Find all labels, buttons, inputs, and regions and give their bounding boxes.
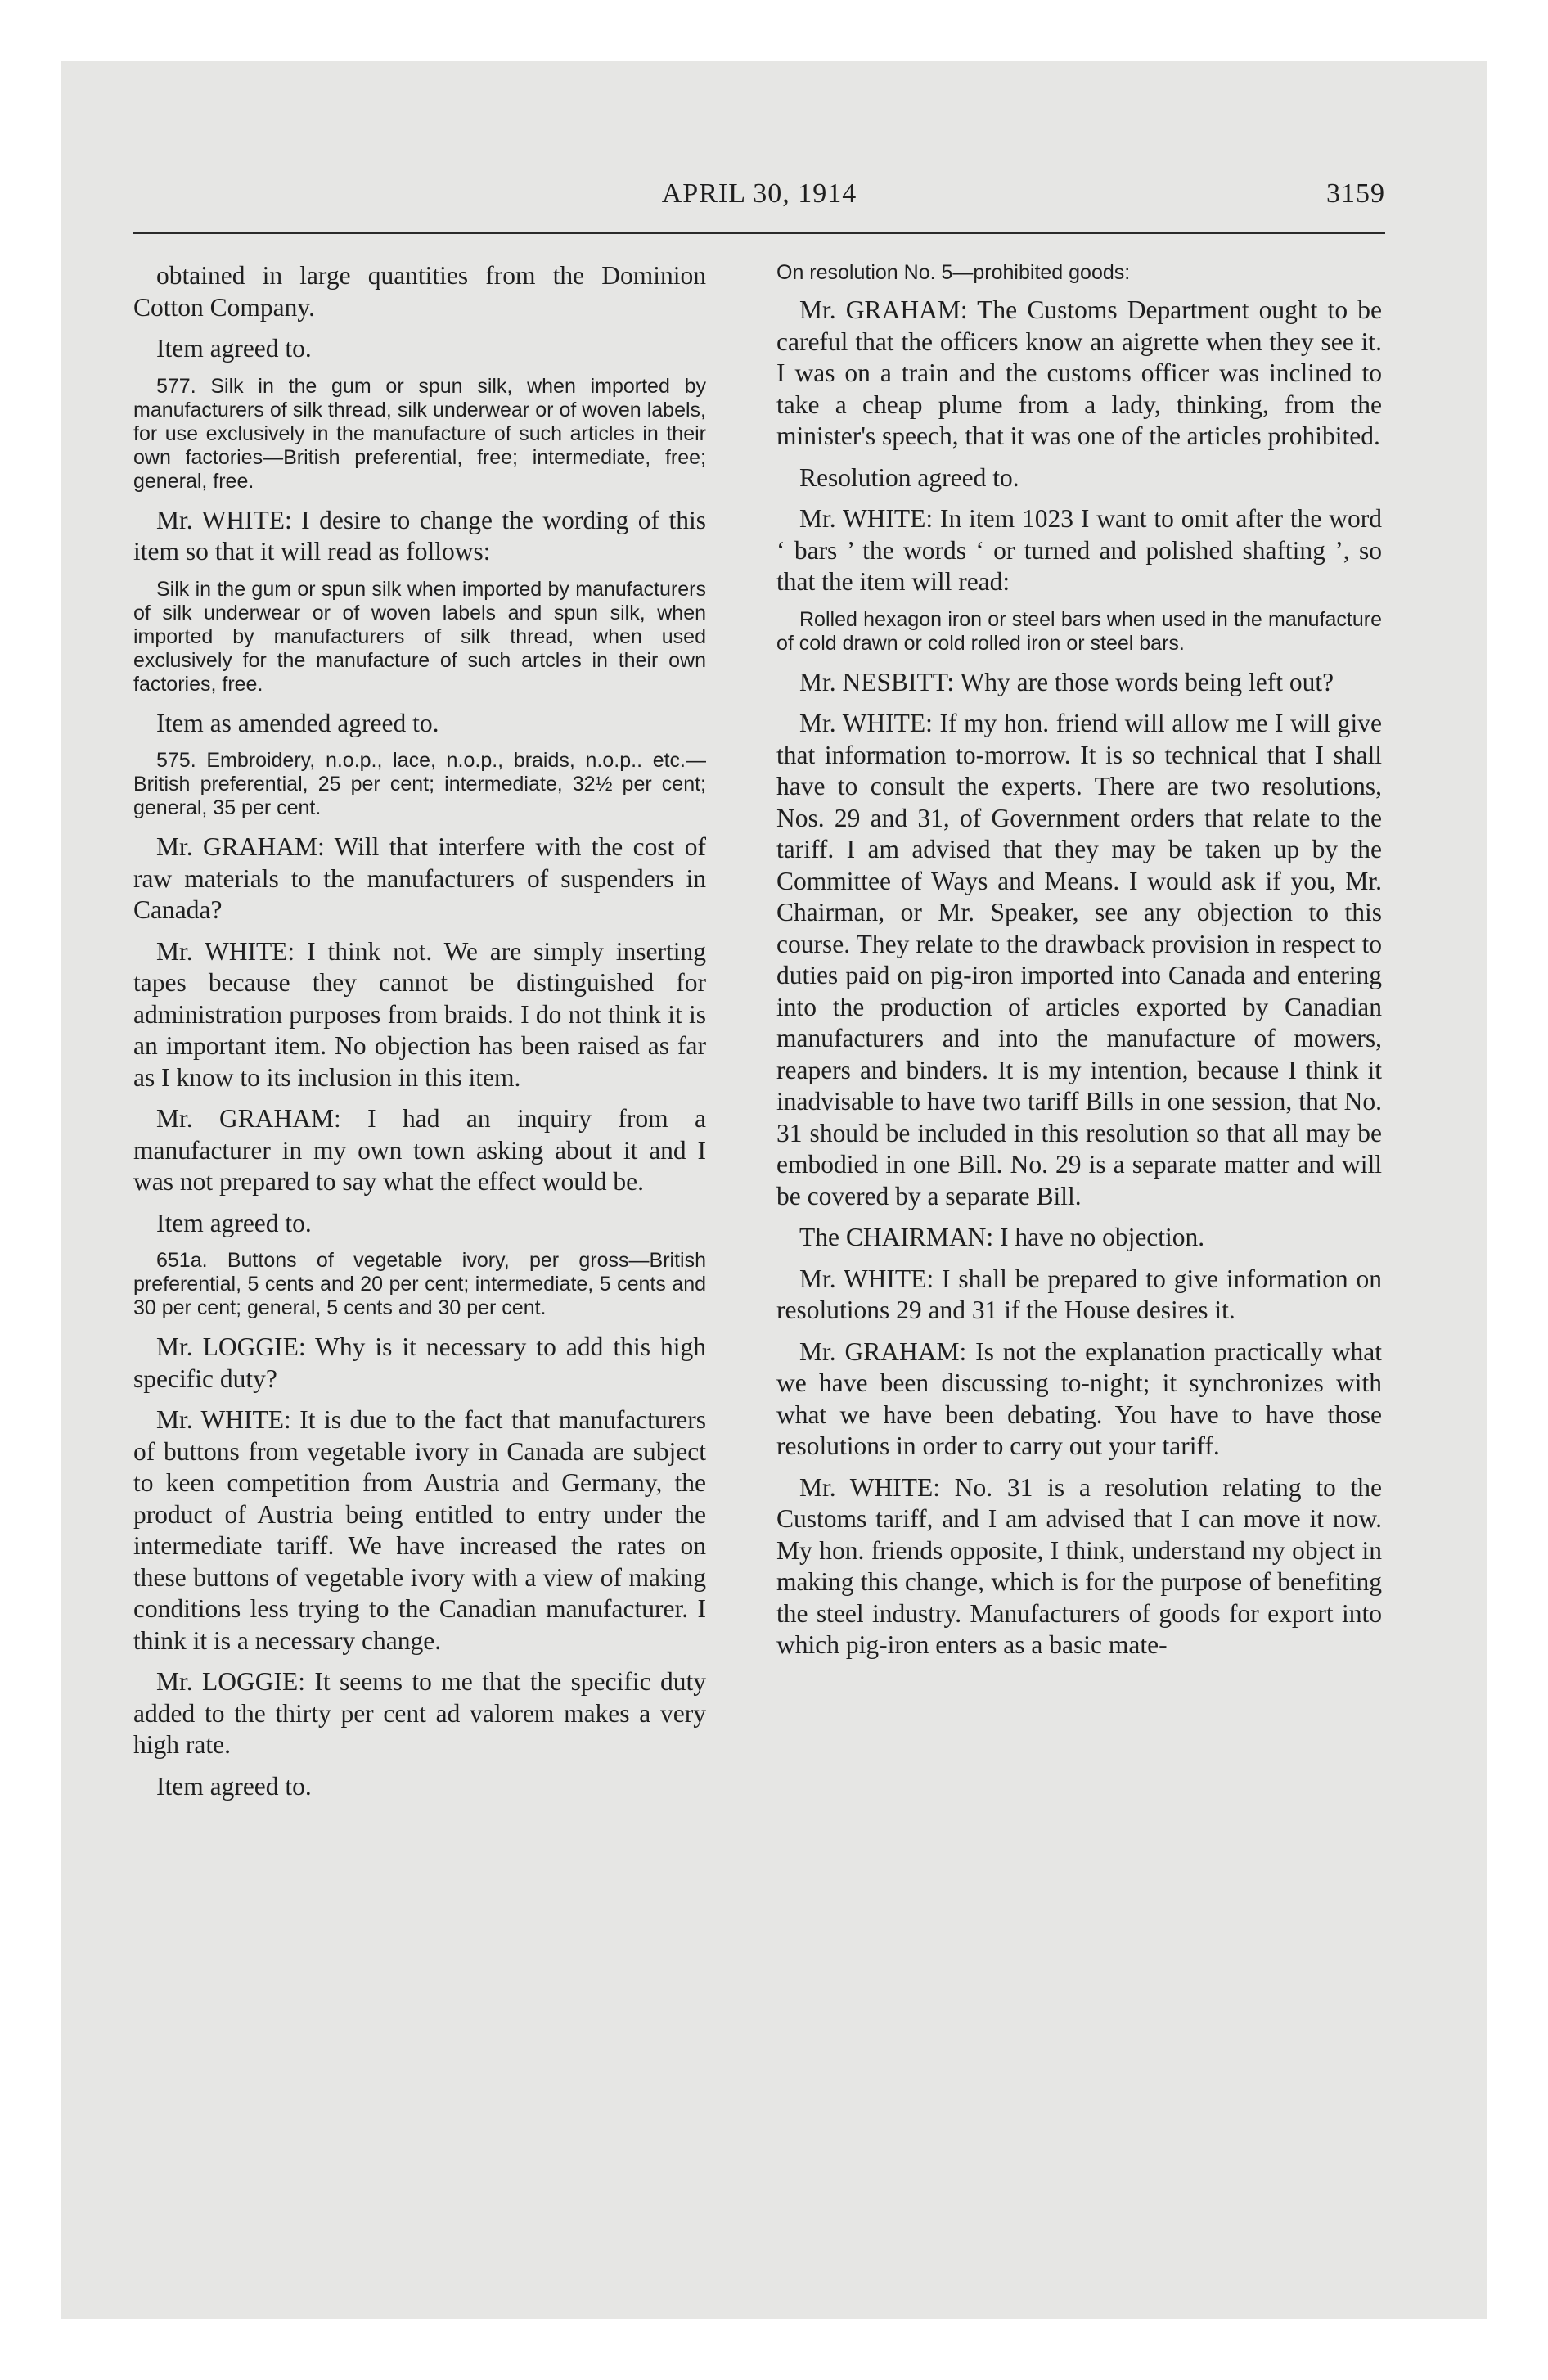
- paragraph: Item agreed to.: [156, 1771, 312, 1801]
- paragraph: Mr. LOGGIE: It seems to me that the specific duty added to the thirty per cent ad valorem makes a very high rate.: [133, 1667, 706, 1759]
- hansard-page: [133, 170, 1385, 2175]
- paragraph: Mr. WHITE: No. 31 is a resolution relating to the Customs tariff, and I am advised that I can move it now. My hon. friends opposite, I think, understand my object in making this change, which is for the purpose of benefiting the steel industry. Manufacturers of goods for export into which pig-iron enters as a basic mate-: [776, 1472, 1382, 1659]
- paragraph: Mr. NESBITT: Why are those words being left out?: [799, 667, 1334, 696]
- paragraph: Mr. WHITE: In item 1023 I want to omit after the word ‘ bars ’ the words ‘ or turned and polished shafting ’, so that the item will read:: [776, 504, 1382, 596]
- right-column: [776, 260, 1382, 1671]
- tariff-item-text: Rolled hexagon iron or steel bars when used in the manufacture of cold drawn or cold rolled iron or steel bars.: [776, 607, 1382, 655]
- paragraph: The CHAIRMAN: I have no objection.: [799, 1223, 1205, 1251]
- paragraph: Mr. WHITE: If my hon. friend will allow me I will give that information to-morrow. It is so technical that I shall have to consult the experts. There are two resolutions, Nos. 29 and 31, of Government orders that relate to the tariff. I am advised that they may be taken up by the Committee of Ways and Means. I would ask if you, Mr. Chairman, or Mr. Speaker, see any objection to this course. They relate to the drawback provision in respect to duties paid on pig-iron imported into Canada and entering into the production of articles exported by Canadian manufacturers and into the manufacture of mowers, reapers and binders. It is my intention, because I think it inadvisable to have two tariff Bills in one session, that No. 31 should be included in this resolution so that all may be embodied in one Bill. No. 29 is a separate matter and will be covered by a separate Bill.: [776, 709, 1382, 1210]
- tariff-item-text: 651a. Buttons of vegetable ivory, per gross—British preferential, 5 cents and 20 per cent; intermediate, 5 cents and 30 per cent; general, 5 cents and 30 per cent.: [133, 1249, 706, 1319]
- section-heading: On resolution No. 5—prohibited goods:: [776, 261, 1131, 284]
- left-column: [133, 260, 706, 1812]
- paragraph: Item as amended agreed to.: [156, 708, 439, 737]
- paragraph: Mr. WHITE: I shall be prepared to give information on resolutions 29 and 31 if the House desires it.: [776, 1264, 1382, 1324]
- tariff-item-text: 575. Embroidery, n.o.p., lace, n.o.p., braids, n.o.p.. etc.—British preferential, 25 per cent; intermediate, 32½ per cent; general, 35 per cent.: [133, 749, 706, 819]
- paragraph: Mr. WHITE: It is due to the fact that manufacturers of buttons from vegetable ivory in Canada are subject to keen competition from Austria and Germany, the product of Austria being entitled to entry under the intermediate tariff. We have increased the rates on these buttons of vegetable ivory with a view of making conditions less trying to the Canadian manufacturer. I think it is a necessary change.: [133, 1405, 706, 1655]
- paragraph: Mr. GRAHAM: Is not the explanation practically what we have been discussing to-night; it synchronizes with what we have been debating. You have to have those resolutions in order to carry out your tariff.: [776, 1336, 1382, 1460]
- paragraph: Mr. GRAHAM: I had an inquiry from a manufacturer in my own town asking about it and I was not prepared to say what the effect would be.: [133, 1104, 706, 1196]
- paragraph: Mr. LOGGIE: Why is it necessary to add this high specific duty?: [133, 1332, 706, 1393]
- page-header: [133, 170, 1385, 219]
- paragraph: Item agreed to.: [156, 1208, 312, 1237]
- page-number: 3159: [1326, 178, 1385, 209]
- paragraph: Mr. WHITE: I think not. We are simply inserting tapes because they cannot be distinguished for administration purposes from braids. I do not think it is an important item. No objection has been raised as far as I know to its inclusion in this item.: [133, 936, 706, 1092]
- paragraph: Resolution agreed to.: [799, 462, 1019, 492]
- paragraph: Item agreed to.: [156, 334, 312, 363]
- header-date: APRIL 30, 1914: [661, 178, 857, 209]
- tariff-item-text: 577. Silk in the gum or spun silk, when imported by manufacturers of silk thread, silk underwear or of woven labels, for use exclusively in the manufacture of such articles in their own factories—British preferential, free; intermediate, free; general, free.: [133, 374, 706, 493]
- paragraph: Mr. WHITE: I desire to change the wording of this item so that it will read as follows:: [133, 505, 706, 566]
- paragraph: Mr. GRAHAM: The Customs Department ought to be careful that the officers know an aigrette when they see it. I was on a train and the customs officer was inclined to take a cheap plume from a lady, thinking, from the minister's speech, that it was one of the articles prohibited.: [776, 295, 1382, 450]
- paragraph: Mr. GRAHAM: Will that interfere with the cost of raw materials to the manufacturers of suspenders in Canada?: [133, 832, 706, 924]
- header-rule: [133, 232, 1385, 234]
- tariff-item-text: Silk in the gum or spun silk when imported by manufacturers of silk underwear or of woven labels and spun silk, when imported by manufacturers of silk thread, when used exclusively for the manufacture of such artcles in their own factories, free.: [133, 577, 706, 696]
- paragraph: obtained in large quantities from the Dominion Cotton Company.: [133, 261, 706, 322]
